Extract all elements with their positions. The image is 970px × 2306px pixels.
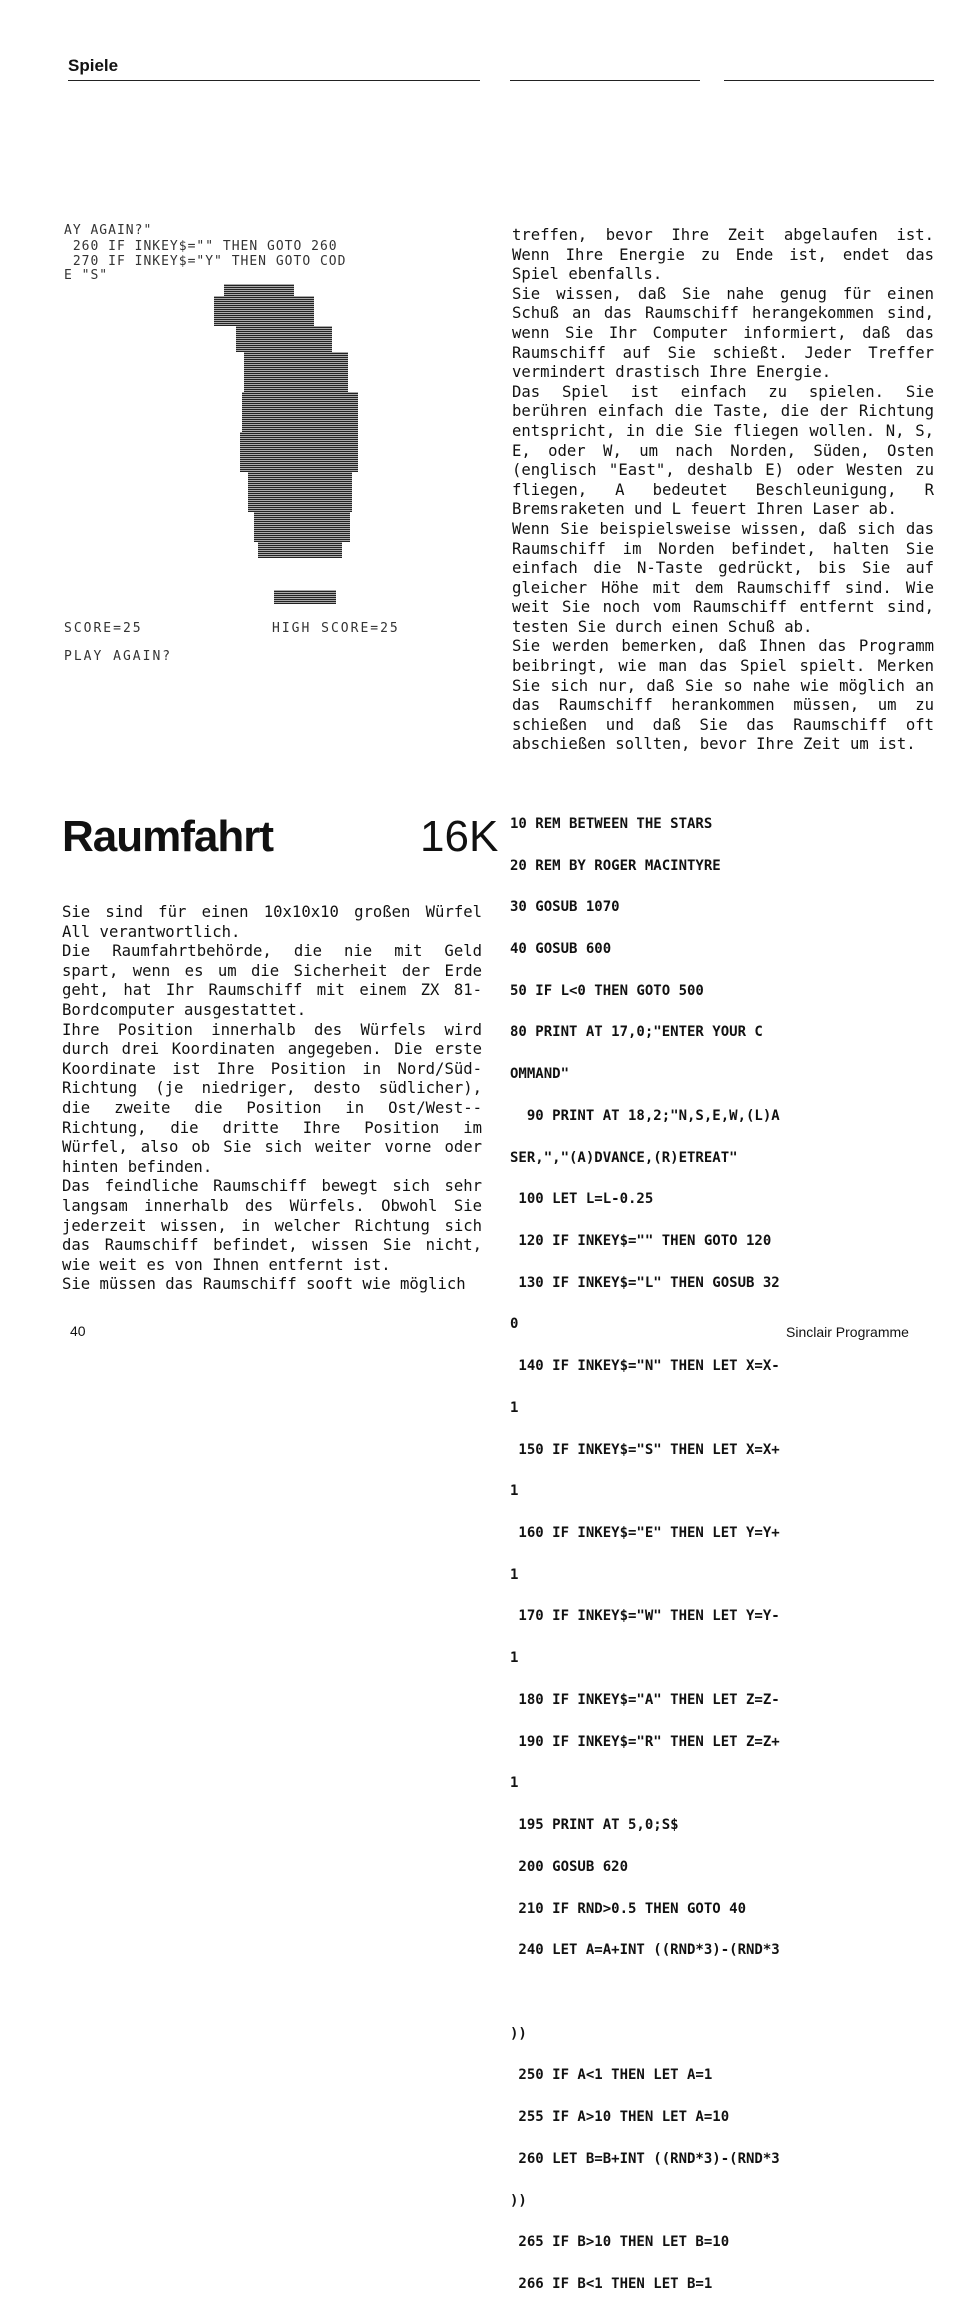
code-line: 90 PRINT AT 18,2;"N,S,E,W,(L)A xyxy=(510,1107,780,1124)
code-line: 250 IF A<1 THEN LET A=1 xyxy=(510,2067,713,2084)
paragraph: Sie wissen, daß Sie nahe genug für einen Schuß an das Raumschiff herangekommen sind, wenn Sie Ihr Computer informiert, daß das Raumschiff auf Sie schießt. Jeder Treffer vermindert drastisch Ihre Energie. xyxy=(512,284,934,382)
code-line: 255 IF A>10 THEN LET A=10 xyxy=(510,2109,730,2126)
article-title: Raumfahrt xyxy=(62,812,274,861)
code-line: 200 GOSUB 620 xyxy=(510,1858,629,1875)
code-line: 190 IF INKEY$="R" THEN LET Z=Z+ xyxy=(510,1733,780,1750)
paragraph: Wenn Sie beispielsweise wissen, daß sich das Raumschiff im Norden befindet, halten Sie einfach die N-Taste gedrückt, bis Sie auf gleicher Höhe mit dem Raumschiff sind. Wie weit Sie noch vom Raumschiff entfernt sind, testen Sie durch einen Schuß ab. xyxy=(512,519,934,636)
code-line: OMMAND" xyxy=(510,1066,570,1083)
play-again-prompt: PLAY AGAIN? xyxy=(64,649,173,664)
header-rule xyxy=(68,80,480,81)
listing-line: 260 IF INKEY$="" THEN GOTO 260 xyxy=(64,239,338,254)
code-line: 10 REM BETWEEN THE STARS xyxy=(510,815,713,832)
code-line: 1 xyxy=(510,1775,519,1792)
code-line: 1 xyxy=(510,1566,519,1583)
paragraph: Sie werden bemerken, daß Ihnen das Programm beibringt, wie man das Spiel spielt. Merken Sie sich nur, daß Sie so nahe wie möglich an das Raumschiff herankommen müssen, um zu schießen und daß Sie das Raumschiff oft abschießen sollten, bevor Ihre Zeit um ist. xyxy=(512,637,934,754)
paragraph: treffen, bevor Ihre Zeit abgelaufen ist. Wenn Ihre Energie zu Ende ist, endet das Spiel ebenfalls. xyxy=(512,226,934,284)
code-line: 1 xyxy=(510,1483,519,1500)
paragraph: Sie müssen das Raumschiff sooft wie möglich xyxy=(62,1275,466,1294)
program-listing xyxy=(510,790,940,2306)
code-line: 80 PRINT AT 17,0;"ENTER YOUR C xyxy=(510,1024,763,1041)
listing-line: E "S" xyxy=(64,268,109,283)
code-line: 120 IF INKEY$="" THEN GOTO 120 xyxy=(510,1233,772,1249)
listing-line: 270 IF INKEY$="Y" THEN GOTO COD xyxy=(64,254,347,269)
article-body xyxy=(62,903,482,1295)
right-column-text xyxy=(512,226,934,755)
code-line: 265 IF B>10 THEN LET B=10 xyxy=(510,2234,730,2251)
code-line: 160 IF INKEY$="E" THEN LET Y=Y+ xyxy=(510,1525,780,1542)
memory-requirement: 16K xyxy=(420,812,499,861)
code-line: 180 IF INKEY$="A" THEN LET Z=Z- xyxy=(510,1691,780,1708)
code-line xyxy=(510,1986,940,2000)
code-line: 130 IF INKEY$="L" THEN GOSUB 32 xyxy=(510,1274,780,1291)
code-line: 170 IF INKEY$="W" THEN LET Y=Y- xyxy=(510,1608,780,1625)
code-line: 210 IF RND>0.5 THEN GOTO 40 xyxy=(510,1900,747,1917)
paragraph: Die Raumfahrtbehörde, die nie mit Geld spart, wenn es um die Sicherheit der Erde geht, hat Ihr Raumschiff mit einem ZX 81-Bordcomputer ausgestattet. xyxy=(62,942,482,1019)
code-line: SER,","(A)DVANCE,(R)ETREAT" xyxy=(510,1149,738,1166)
code-line: )) xyxy=(510,2025,527,2042)
paragraph: Ihre Position innerhalb des Würfels wird durch drei Koordinaten angegeben. Die erste Koordinate ist Ihre Position in Nord/Süd-Richtung (je niedriger, desto südlicher), die zweite die Position in Ost/West--Richtung, die dritte Ihre Position im Würfel, also ob Sie sich weiter vorne oder hinten befinden. xyxy=(62,1020,482,1176)
code-line: 1 xyxy=(510,1650,519,1667)
publication-name: Sinclair Programme xyxy=(786,1324,909,1340)
code-line: 195 PRINT AT 5,0;S$ xyxy=(510,1817,679,1834)
score-readout: SCORE=25 xyxy=(64,621,143,636)
code-line: 260 LET B=B+INT ((RND*3)-(RND*3 xyxy=(510,2150,780,2167)
code-line: 50 IF L<0 THEN GOTO 500 xyxy=(510,982,704,999)
code-line: 30 GOSUB 1070 xyxy=(510,899,620,916)
code-line: 140 IF INKEY$="N" THEN LET X=X- xyxy=(510,1358,780,1375)
paragraph: Das feindliche Raumschiff bewegt sich sehr langsam innerhalb des Würfels. Obwohl Sie jederzeit wissen, in welcher Richtung sich das Raumschiff befindet, wissen Sie nicht, wie weit es von Ihnen entfernt ist. xyxy=(62,1177,482,1274)
code-line: 150 IF INKEY$="S" THEN LET X=X+ xyxy=(510,1441,780,1458)
paragraph: Das Spiel ist einfach zu spielen. Sie berühren einfach die Taste, die der Richtung entspricht, in die Sie fliegen wollen. N, S, E, oder W, um nach Norden, Süden, Osten (englisch "East", deshalb E) oder Westen zu fliegen, A bedeutet Beschleunigung, R Bremsraketen und L feuert Ihren Laser ab. xyxy=(512,382,934,519)
high-score-readout: HIGH SCORE=25 xyxy=(272,621,400,636)
header-rule xyxy=(724,80,934,81)
code-line: 100 LET L=L-0.25 xyxy=(510,1191,654,1208)
section-title: Spiele xyxy=(68,56,119,75)
starfield-graphic xyxy=(214,282,374,612)
code-line: 1 xyxy=(510,1399,519,1416)
header-rule xyxy=(510,80,700,81)
code-line: 0 xyxy=(510,1316,519,1333)
code-line: 266 IF B<1 THEN LET B=1 xyxy=(510,2275,713,2292)
listing-line: AY AGAIN?" xyxy=(64,223,153,238)
code-line: 20 REM BY ROGER MACINTYRE xyxy=(510,857,721,874)
page-number: 40 xyxy=(70,1323,86,1339)
paragraph: Sie sind für einen 10x10x10 großen Würfel All verantwortlich. xyxy=(62,903,482,941)
code-line: 40 GOSUB 600 xyxy=(510,940,612,957)
code-line: )) xyxy=(510,2192,527,2209)
code-line: 240 LET A=A+INT ((RND*3)-(RND*3 xyxy=(510,1942,780,1959)
